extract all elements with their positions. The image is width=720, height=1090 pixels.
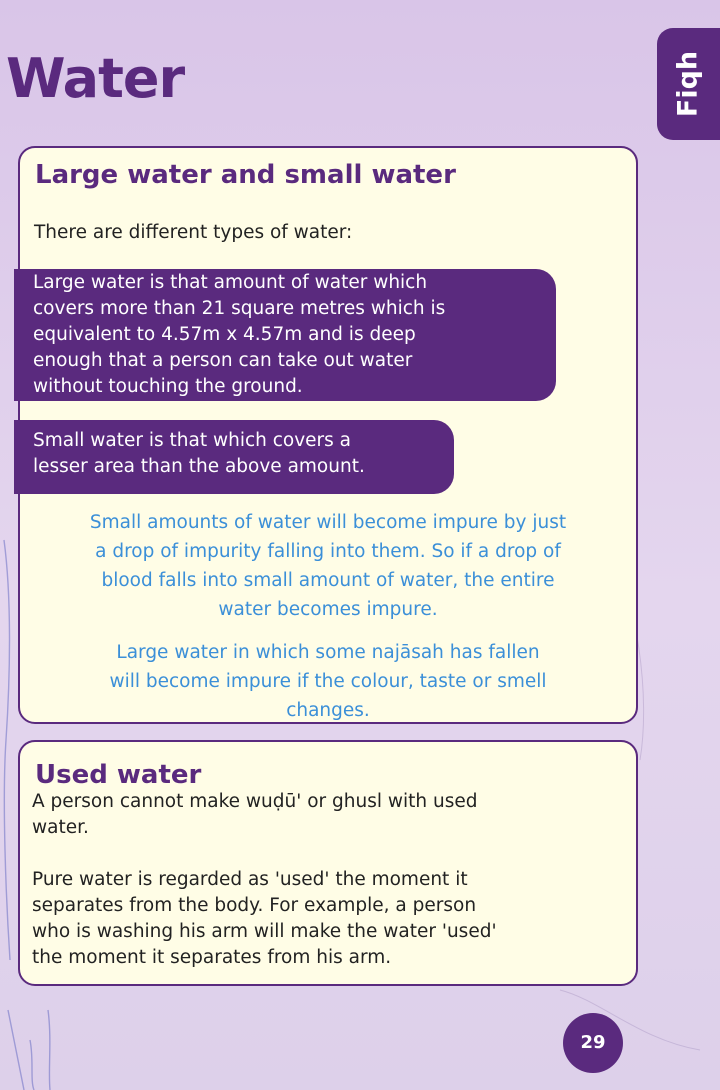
text-line: without touching the ground. <box>33 376 303 397</box>
text-line: the moment it separates from his arm. <box>32 947 392 968</box>
used-water-rule <box>32 789 477 841</box>
large-water-definition <box>14 269 556 401</box>
section-tab <box>657 28 720 140</box>
text-line: A person cannot make wuḍū' or ghusl with used <box>32 791 478 812</box>
large-water-impurity-note <box>20 638 636 725</box>
section-tab-label: Fiqh <box>672 50 704 118</box>
text-line: water. <box>32 817 89 838</box>
page-title: Water <box>6 47 185 110</box>
used-water-explanation <box>32 867 497 971</box>
text-line: water becomes impure. <box>218 599 438 620</box>
text-line: who is washing his arm will make the water 'used' <box>32 921 497 942</box>
text-line: will become impure if the colour, taste or smell <box>109 671 547 692</box>
text-line: Small water is that which covers a <box>33 430 352 451</box>
text-line: Large water in which some najāsah has fallen <box>116 642 540 663</box>
text-line: lesser area than the above amount. <box>33 456 365 477</box>
page-number: 29 <box>563 1013 623 1073</box>
types-of-water-intro: There are different types of water: <box>34 222 353 243</box>
text-line: separates from the body. For example, a person <box>32 895 477 916</box>
text-line: enough that a person can take out water <box>33 350 413 371</box>
text-line: changes. <box>286 700 370 721</box>
large-small-water-heading: Large water and small water <box>35 160 456 190</box>
large-small-water-card <box>18 146 638 724</box>
used-water-card <box>18 740 638 986</box>
small-water-definition <box>14 420 454 494</box>
text-line: Small amounts of water will become impure by just <box>89 512 567 533</box>
text-line: Large water is that amount of water which <box>33 272 428 293</box>
text-line: equivalent to 4.57m x 4.57m and is deep <box>33 324 416 345</box>
small-water-impurity-note <box>20 508 636 624</box>
used-water-heading: Used water <box>35 760 202 790</box>
text-line: blood falls into small amount of water, the entire <box>101 570 555 591</box>
text-line: a drop of impurity falling into them. So if a drop of <box>95 541 561 562</box>
text-line: Pure water is regarded as 'used' the moment it <box>32 869 468 890</box>
text-line: covers more than 21 square metres which is <box>33 298 446 319</box>
